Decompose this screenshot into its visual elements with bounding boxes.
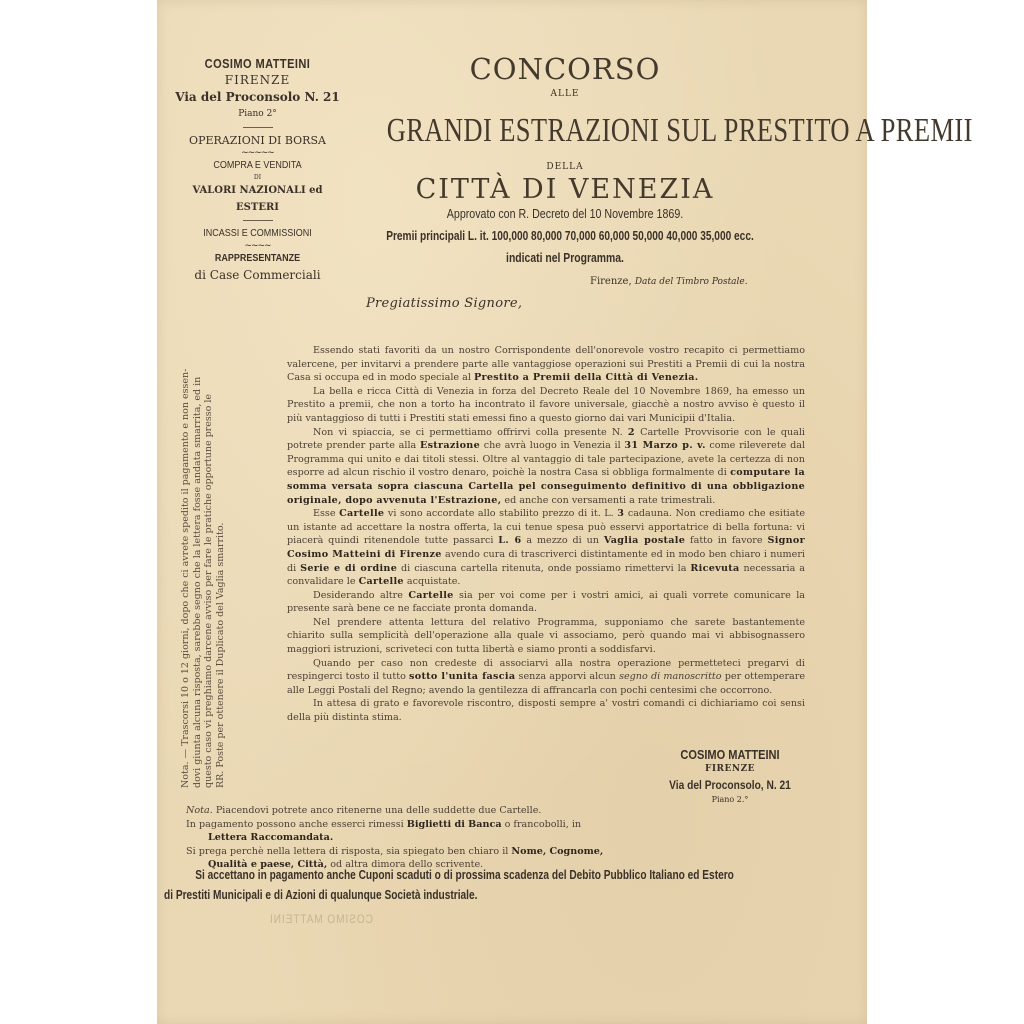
letterhead-address: Via del Proconsolo N. 21 [175,90,340,104]
paragraph: Essendo stati favoriti da un nostro Corrispondente dell'onorevole vostro recapito ci permettiamo valercene, per invitarvi a prendere parte alle vantaggiose operazioni sui Prestiti a Premii di cui la nostra Casa si occupa ed in modo speciale al Prestito a Premii della Città di Venezia. [287,345,805,384]
note-line: Nota. Piacendovi potrete anco ritenerne una delle suddette due Cartelle. [186,805,542,816]
signature-name: COSIMO MATTEINI [680,747,780,762]
letterhead-section: VALORI NAZIONALI ed ESTERI [192,185,323,213]
side-note-rotated [180,338,226,788]
divider [243,220,273,221]
note-line: In pagamento possono anche esserci rimessi Biglietti di Banca o francobolli, in [186,818,582,830]
signature-city: FIRENZE [704,764,756,774]
letterhead [170,55,345,284]
side-note-line: dovi giunta alcuna risposta, sarebbe segno che la lettera fosse andata smarrita, ed in [191,376,203,788]
letterhead-name: COSIMO MATTEINI [204,56,311,71]
paragraph: Non vi spiaccia, se ci permettiamo offrirvi colla presente N. 2 Cartelle Provvisorie con le quali potrete prender parte alla Estrazione che avrà luogo in Venezia il 31 Marzo p. v. come rileverete dal Programma qui unito e dai titoli stessi. Oltre al vantaggio di tale partecipazione, avete la certezza di non esporre ad alcun rischio il vostro denaro, poichè la nostra Casa si obbliga formalmente di computare la somma versata sopra ciascuna Cartella pel conseguimento definitivo di una obbligazione originale, dopo avvenuta l'Estrazione, ed anche con versamenti a rate trimestrali. [287,426,806,506]
note-line: Si prega perchè nella lettera di risposta, sia spiegato ben chiaro il Nome, Cognome, [186,845,604,857]
letterhead-section: COMPRA E VENDITA [213,160,302,171]
side-note-line: RR. Poste per ottenere il Duplicato del Vaglia smarrito. [214,522,226,788]
letterhead-section: DI [253,174,262,181]
dateline [590,276,790,287]
title-alle: ALLE [550,89,580,99]
letterhead-section: di Case Commerciali [194,268,321,282]
paragraph: Esse Cartelle vi sono accordate allo stabilito prezzo di it. L. 3 cadauna. Non crediamo che esitiate un istante ad accettare la nostra offerta, la cui tenue spesa può esservi apportatrice di bella fortuna: vi piacerà quindi ritenendole tutte passarci L. 6 a mezzo di un Vaglia postale fatto in favore Signor Cosimo Matteini di Firenze avendo cura di trascriverci distintamente ed in modo ben chiaro i numeri di Serie e di ordine di ciascuna cartella ritenuta, onde possiamo rimettervi la Ricevuta necessaria a convalidare le Cartelle acquistate. [287,508,805,588]
approval-line: Approvato con R. Decreto del 10 Novembre 1869. [446,206,684,221]
note-line: Qualità e paese, Città, od altra dimora dello scrivente. [208,859,484,870]
title-della: DELLA [546,162,584,172]
payment-note-line: Si accettano in pagamento anche Cuponi scaduti o di prossima scadenza del Debito Pubblico Italiano ed Estero [195,867,734,882]
payment-note [164,865,734,905]
paragraph: Nel prendere attenta lettura del relativo Programma, supponiamo che sarete bastantemente chiarito sulla semplicità dell'operazione alla quale vi associamo, però quando mai vi abbisognassero maggiori istruzioni, scriveteci con tutta libertà e siamo pronti a soddisfarvi. [287,616,805,656]
title-concorso: CONCORSO [469,52,661,86]
prizes-line: Premii principali L. it. 100,000 80,000 70,000 60,000 50,000 40,000 35,000 ecc. [386,228,754,243]
letterhead-section: OPERAZIONI DI BORSA [189,134,326,147]
side-note-line: Nota. — Trascorsi 10 o 12 giorni, dopo che ci avrete spedito il pagamento e non essen- [180,368,191,788]
letterhead-city: FIRENZE [224,73,291,87]
bleed-through-text: COSIMO MATTEINI [269,912,373,926]
signature-address: Via del Proconsolo, N. 21 [669,778,791,792]
side-note-line: questo caso vi preghiamo darcene avviso per fare le pratiche opportune presso le [203,394,214,788]
ornament-divider: ~~~~ [244,241,271,251]
dateline-date: Data del Timbro Postale. [634,277,748,287]
paragraph: Quando per caso non credeste di associarvi alla nostra operazione permetteteci pregarvi di respingerci tosto il tutto sotto l'unita fascia senza apporvi alcun segno di manoscritto per ottemperare alle Leggi Postali del Regno; avendo la gentilezza di affrancarla con pochi centesimi che occorrono. [287,657,806,696]
letterhead-section: INCASSI E COMMISSIONI [203,228,312,239]
payment-note-line: di Prestiti Municipali e di Azioni di qualunque Società industriale. [164,887,478,902]
indicated-line: indicati nel Programma. [506,250,624,265]
paragraph: In attesa di grato e favorevole riscontro, disposti sempre a' vostri comandi ci dichiariamo coi sensi della più distinta stima. [287,698,805,724]
bottom-notes [186,804,646,872]
title-grandi-estrazioni: GRANDI ESTRAZIONI SUL PRESTITO A PREMII [386,112,973,149]
divider [243,127,273,128]
title-citta-di-venezia: CITTÀ DI VENEZIA [415,174,715,205]
signature-block [640,746,820,806]
signature-floor: Piano 2.° [711,795,749,804]
paragraph: La bella e ricca Città di Venezia in forza del Decreto Reale del 10 Novembre 1869, ha emesso un Prestito a premii, che non a torto ha incontrato il favore universale, giacchè a nostro avviso è questo il più vantaggioso di tutti i Prestiti stati emessi fino a questo giorno dai vari Municipii d'Italia. [287,385,805,424]
salutation: Pregiatissimo Signore, [366,296,523,311]
letter-body [287,344,805,725]
note-line: Lettera Raccomandata. [208,832,334,843]
dateline-place: Firenze, [590,276,632,287]
letterhead-section: RAPPRESENTANZE [214,253,301,264]
letterhead-floor: Piano 2° [238,109,277,119]
ornament-divider: ~~~~~ [241,148,274,158]
paragraph: Desiderando altre Cartelle sia per voi come per i vostri amici, ai quali vorrete comunicare la presente sarà bene ce ne facciate pronta domanda. [287,589,805,615]
